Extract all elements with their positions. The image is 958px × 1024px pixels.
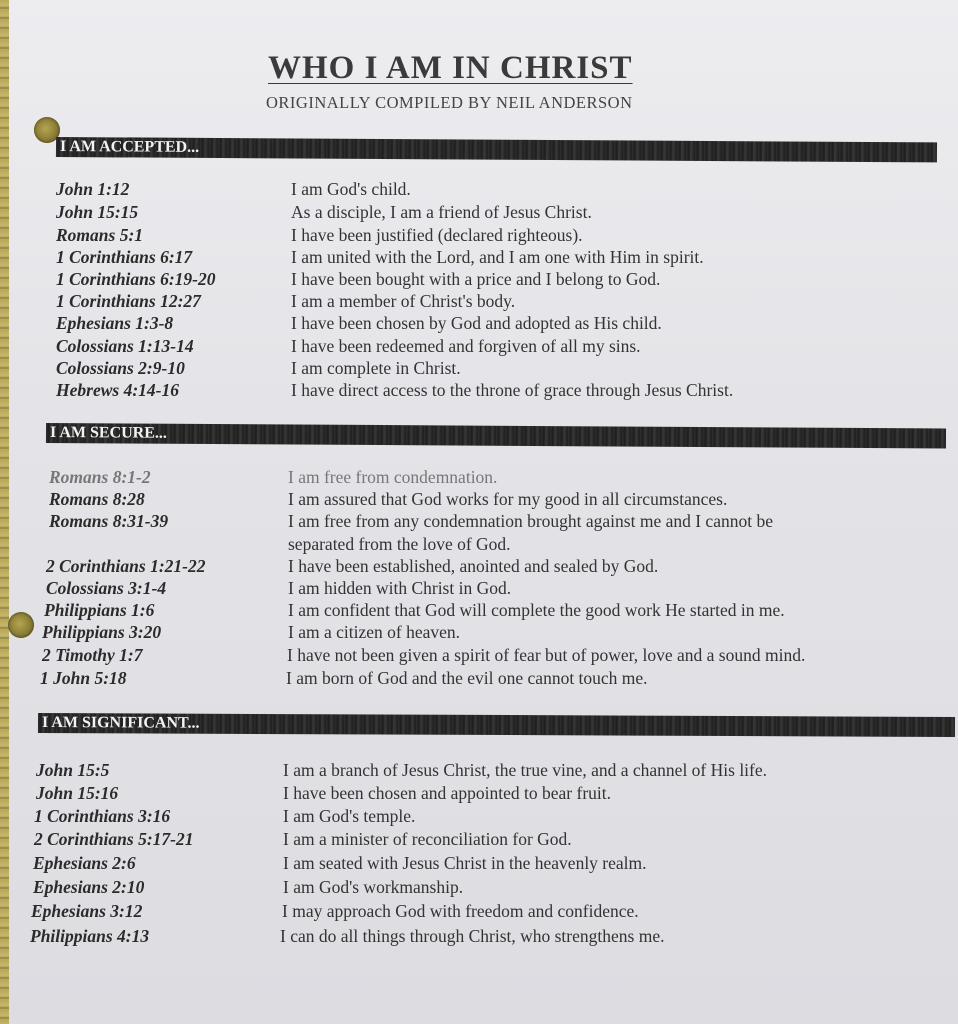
identity-statement: I have been chosen and appointed to bear fruit. [283, 783, 611, 803]
identity-statement: I am a citizen of heaven. [288, 622, 460, 642]
section-heading-secure: I AM SECURE... [46, 423, 946, 448]
section-heading-significant: I AM SIGNIFICANT... [38, 713, 955, 737]
scripture-reference: Philippians 1:6 [44, 600, 155, 620]
scripture-reference: Colossians 3:1-4 [46, 578, 167, 598]
identity-statement: I have direct access to the throne of grace through Jesus Christ. [291, 380, 734, 400]
identity-statement: I am a branch of Jesus Christ, the true vine, and a channel of His life. [283, 760, 768, 780]
identity-statement: I have been redeemed and forgiven of all my sins. [291, 336, 641, 356]
scripture-reference: 1 Corinthians 12:27 [56, 291, 201, 311]
identity-statement: As a disciple, I am a friend of Jesus Christ. [291, 202, 592, 222]
identity-statement: I am assured that God works for my good in all circumstances. [288, 489, 728, 509]
identity-statement: I am hidden with Christ in God. [288, 578, 512, 598]
identity-statement: I am free from any condemnation brought against me and I cannot be [288, 511, 773, 531]
identity-statement: I have been established, anointed and sealed by God. [288, 556, 659, 576]
scripture-reference: Romans 8:31-39 [49, 511, 169, 531]
scripture-reference: Romans 8:1-2 [49, 467, 151, 487]
page-title: WHO I AM IN CHRIST [268, 50, 633, 86]
scripture-reference: Ephesians 2:10 [33, 877, 145, 897]
identity-statement: I am God's temple. [283, 806, 416, 826]
identity-statement-continued: separated from the love of God. [288, 534, 511, 554]
identity-statement: I am a minister of reconciliation for God. [283, 829, 572, 849]
identity-statement: I have been bought with a price and I belong to God. [291, 269, 661, 289]
scripture-reference: 2 Corinthians 1:21-22 [46, 556, 206, 576]
identity-statement: I am a member of Christ's body. [291, 291, 516, 311]
scripture-reference: Ephesians 1:3-8 [56, 313, 174, 333]
scripture-reference: Colossians 1:13-14 [56, 336, 194, 356]
scripture-reference: 1 Corinthians 3:16 [34, 806, 171, 826]
scripture-reference: John 15:5 [36, 760, 110, 780]
scripture-reference: Hebrews 4:14-16 [56, 380, 179, 400]
scripture-reference: Ephesians 3:12 [31, 901, 143, 921]
scripture-reference: Philippians 4:13 [30, 926, 150, 946]
scripture-reference: Romans 8:28 [49, 489, 145, 509]
identity-statement: I am united with the Lord, and I am one with Him in spirit. [291, 247, 704, 267]
identity-statement: I am seated with Jesus Christ in the heavenly realm. [283, 853, 647, 873]
punch-hole [8, 612, 34, 638]
identity-statement: I am God's child. [291, 179, 411, 199]
scripture-reference: 1 Corinthians 6:17 [56, 247, 193, 267]
section-heading-accepted: I AM ACCEPTED... [56, 137, 937, 162]
scripture-reference: 1 John 5:18 [40, 668, 127, 688]
identity-statement: I am complete in Christ. [291, 358, 461, 378]
scripture-reference: John 15:15 [56, 202, 139, 222]
identity-statement: I am born of God and the evil one cannot touch me. [286, 668, 648, 688]
identity-statement: I can do all things through Christ, who strengthens me. [280, 926, 665, 946]
page-subtitle: ORIGINALLY COMPILED BY NEIL ANDERSON [266, 93, 633, 112]
scripture-reference: 1 Corinthians 6:19-20 [56, 269, 216, 289]
identity-statement: I have been justified (declared righteous). [291, 225, 583, 245]
identity-statement: I am God's workmanship. [283, 877, 464, 897]
scripture-reference: Philippians 3:20 [42, 622, 162, 642]
identity-statement: I may approach God with freedom and confidence. [282, 901, 639, 921]
identity-statement: I am free from condemnation. [288, 467, 498, 487]
scripture-reference: Colossians 2:9-10 [56, 358, 185, 378]
binder-edge [0, 0, 9, 1024]
identity-statement: I have been chosen by God and adopted as His child. [291, 313, 662, 333]
scripture-reference: John 15:16 [36, 783, 119, 803]
scripture-reference: Ephesians 2:6 [33, 853, 136, 873]
scripture-reference: Romans 5:1 [56, 225, 144, 245]
scripture-reference: 2 Timothy 1:7 [42, 645, 143, 665]
identity-statement: I am confident that God will complete the good work He started in me. [288, 600, 785, 620]
scripture-reference: 2 Corinthians 5:17-21 [34, 829, 194, 849]
identity-statement: I have not been given a spirit of fear but of power, love and a sound mind. [287, 645, 806, 665]
scripture-reference: John 1:12 [56, 179, 130, 199]
